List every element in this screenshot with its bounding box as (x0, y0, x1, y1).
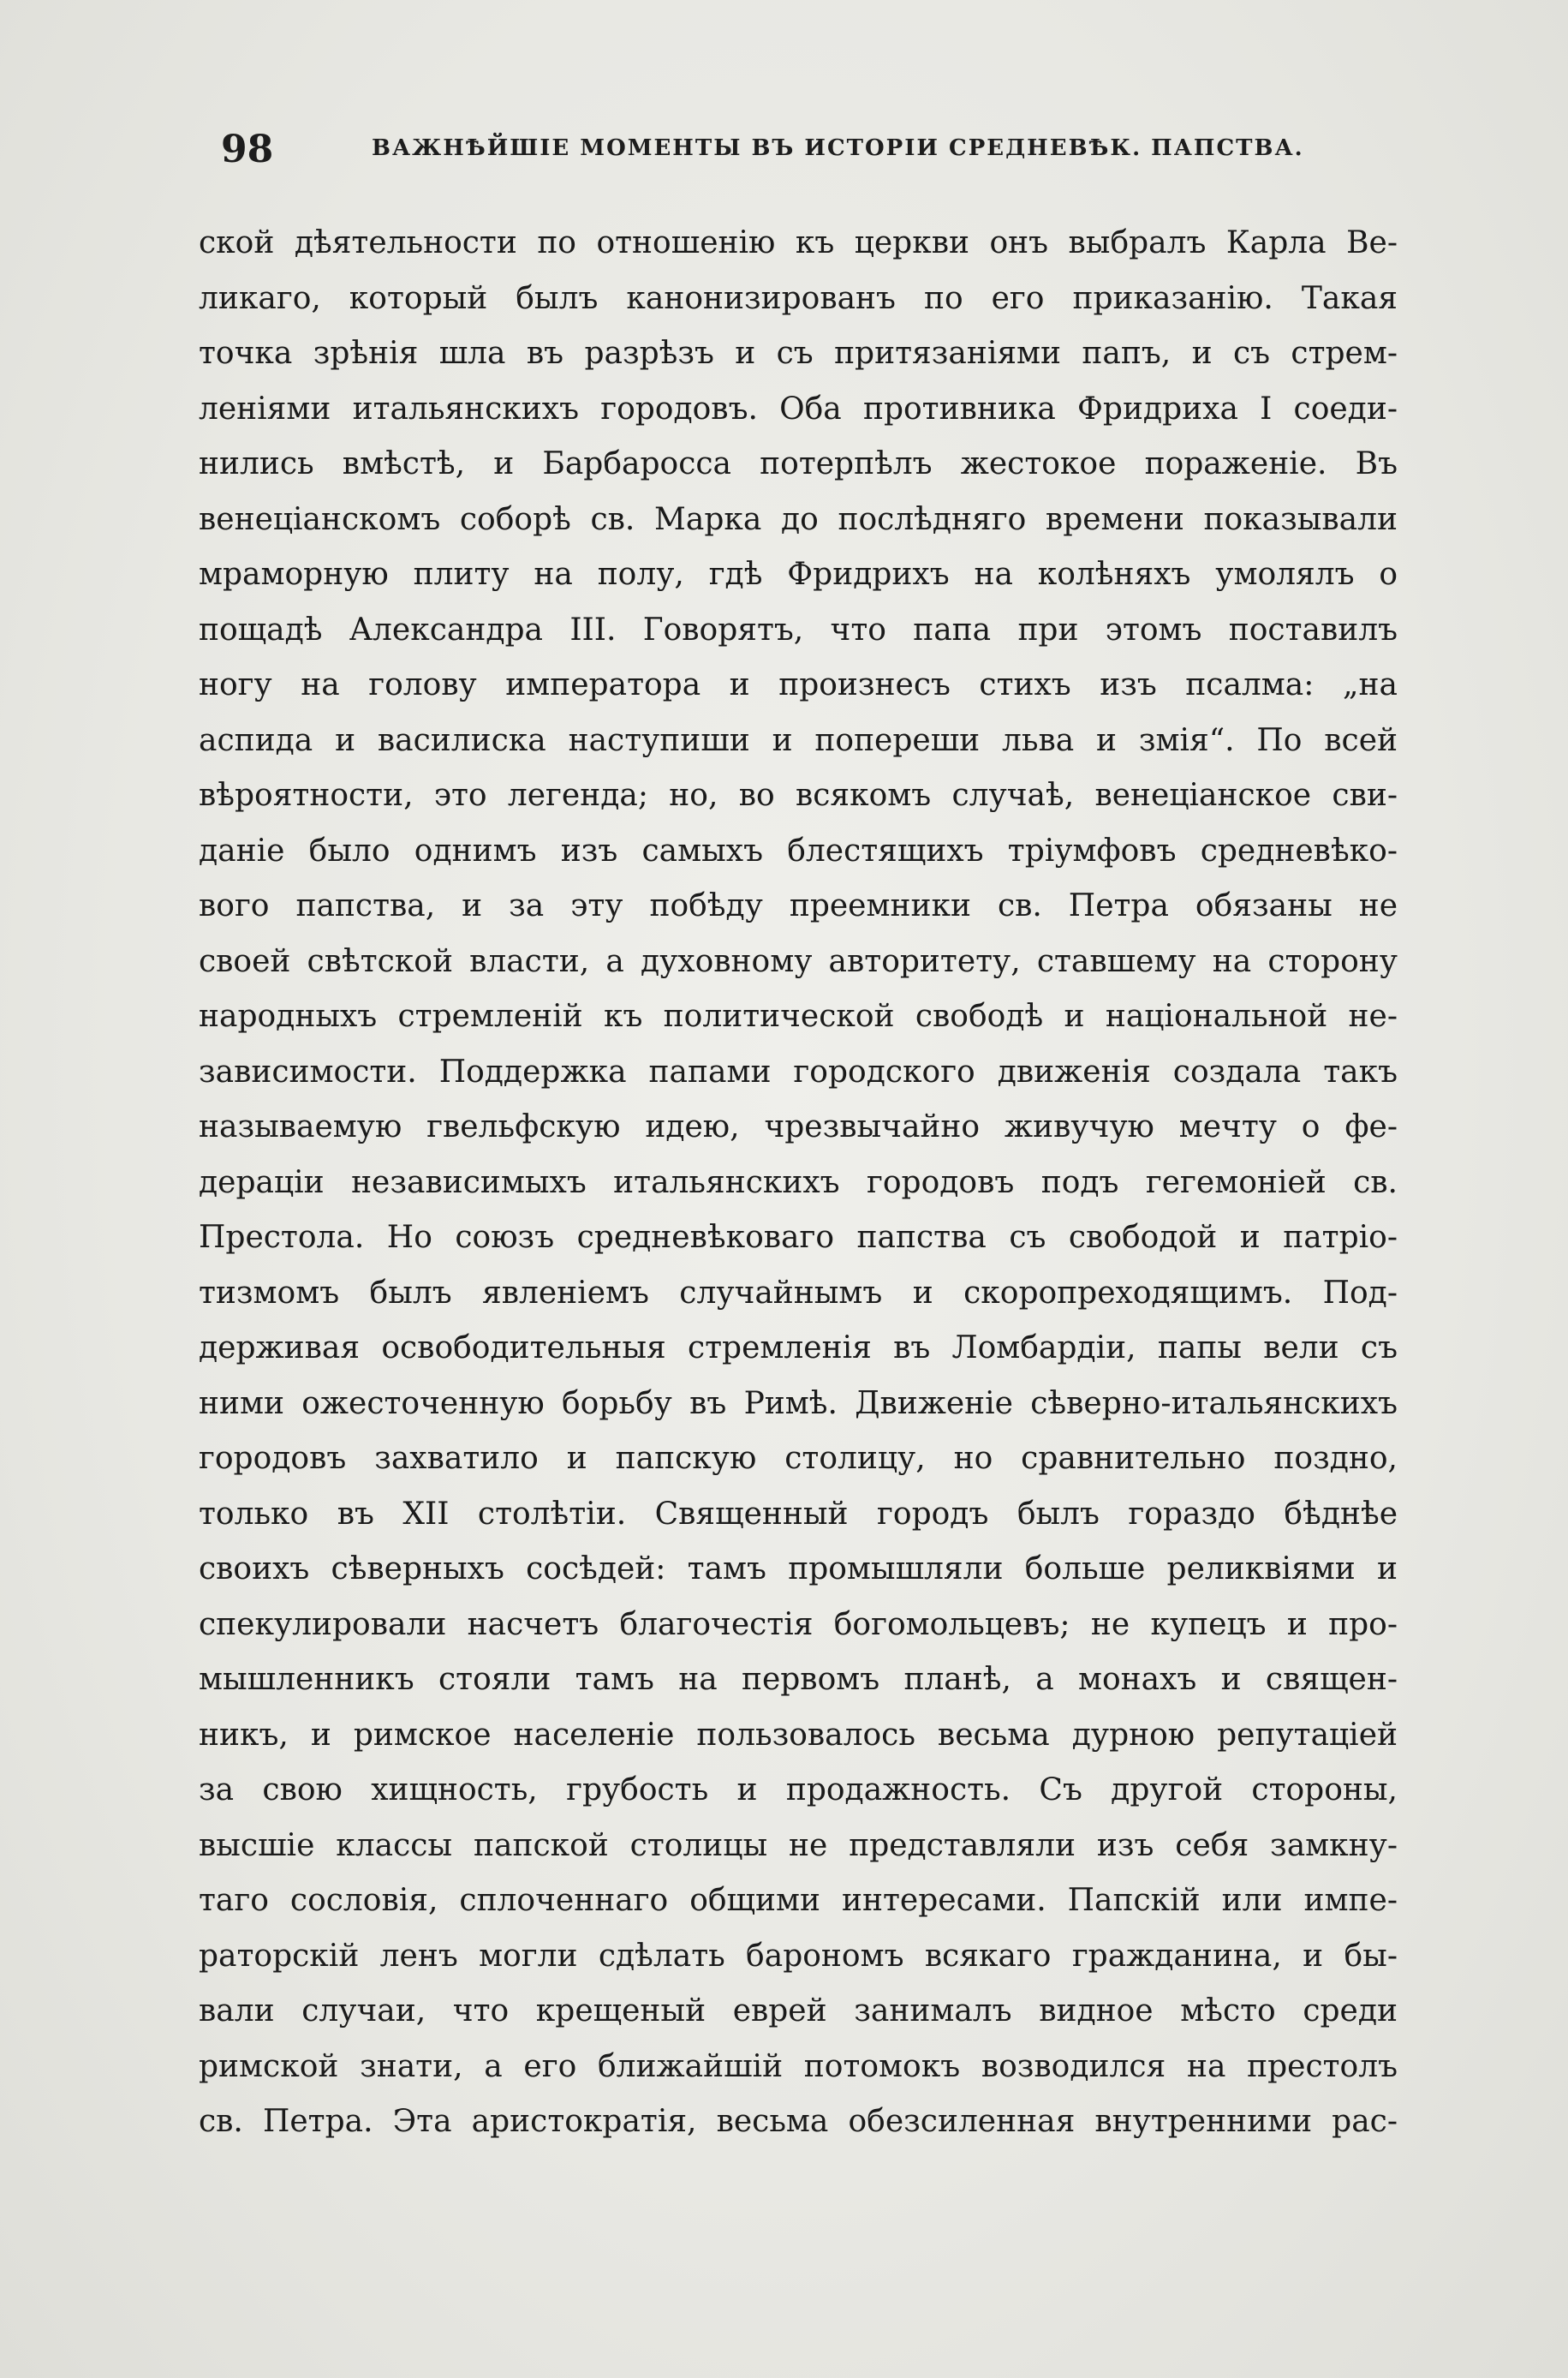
text-line: своихъ сѣверныхъ сосѣдей: тамъ промышляли больше реликвіями и (199, 1551, 1398, 1586)
text-line: вали случаи, что крещеный еврей занималъ видное мѣсто среди (199, 1993, 1398, 2028)
text-line: точка зрѣнія шла въ разрѣзъ и съ притязаніями папъ, и съ стрем- (199, 336, 1398, 371)
text-line: вого папства, и за эту побѣду преемники св. Петра обязаны не (199, 888, 1398, 923)
text-line: высшіе классы папской столицы не представляли изъ себя замкну- (199, 1827, 1398, 1863)
text-line: вѣроятности, это легенда; но, во всякомъ случаѣ, венеціанское сви- (199, 778, 1398, 813)
text-line: св. Петра. Эта аристократія, весьма обезсиленная внутренними рас- (199, 2104, 1398, 2139)
text-line: народныхъ стремленій къ политической свободѣ и національной не- (199, 999, 1398, 1034)
text-line: таго сословія, сплоченнаго общими интересами. Папскій или импе- (199, 1883, 1398, 1918)
text-line: ногу на голову императора и произнесъ стихъ изъ псалма: „на (199, 667, 1398, 702)
text-line: ликаго, который былъ канонизированъ по его приказанію. Такая (199, 280, 1398, 316)
text-line: раторскій ленъ могли сдѣлать барономъ всякаго гражданина, и бы- (199, 1938, 1398, 1974)
text-line: никъ, и римское населеніе пользовалось весьма дурною репутаціей (199, 1717, 1398, 1753)
text-line: мраморную плиту на полу, гдѣ Фридрихъ на колѣняхъ умолялъ о (199, 557, 1398, 592)
text-line: держивая освободительныя стремленія въ Ломбардіи, папы вели съ (199, 1330, 1398, 1365)
text-line: городовъ захватило и папскую столицу, но сравнительно поздно, (199, 1441, 1398, 1476)
text-line: зависимости. Поддержка папами городского движенія создала такъ (199, 1054, 1398, 1090)
page-header (195, 128, 1394, 180)
text-line: за свою хищность, грубость и продажность. Съ другой стороны, (199, 1772, 1398, 1807)
text-line: называемую гвельфскую идею, чрезвычайно живучую мечту о фе- (199, 1109, 1398, 1144)
text-line: римской знати, а его ближайшій потомокъ возводился на престолъ (199, 2048, 1398, 2084)
text-line: мышленникъ стояли тамъ на первомъ планѣ, а монахъ и священ- (199, 1662, 1398, 1697)
text-line: ними ожесточенную борьбу въ Римѣ. Движеніе сѣверно-итальянскихъ (199, 1385, 1398, 1421)
text-line: пощадѣ Александра III. Говорятъ, что папа при этомъ поставилъ (199, 612, 1398, 648)
text-line: венеціанскомъ соборѣ св. Марка до послѣдняго времени показывали (199, 501, 1398, 537)
text-line: дераціи независимыхъ итальянскихъ городовъ подъ гегемоніей св. (199, 1164, 1398, 1200)
text-line: нились вмѣстѣ, и Барбаросса потерпѣлъ жестокое пораженіе. Въ (199, 446, 1398, 481)
page-number: 98 (221, 128, 274, 171)
text-line: леніями итальянскихъ городовъ. Оба противника Фридриха I соеди- (199, 391, 1398, 427)
text-line: своей свѣтской власти, а духовному авторитету, ставшему на сторону (199, 943, 1398, 979)
text-line: тизмомъ былъ явленіемъ случайнымъ и скоропреходящимъ. Под- (199, 1275, 1398, 1311)
text-line: ской дѣятельности по отношенію къ церкви онъ выбралъ Карла Ве- (199, 225, 1398, 260)
text-line: даніе было однимъ изъ самыхъ блестящихъ тріумфовъ средневѣко- (199, 833, 1398, 869)
text-line: аспида и василиска наступиши и попереши льва и змія“. По всей (199, 722, 1398, 758)
running-title: ВАЖНѢЙШІЕ МОМЕНТЫ ВЪ ИСТОРІИ СРЕДНЕВѢК. ПАПСТВА. (372, 135, 1304, 161)
body-text (199, 216, 1398, 2150)
text-line: Престола. Но союзъ средневѣковаго папства съ свободой и патріо- (199, 1220, 1398, 1255)
text-line: спекулировали насчетъ благочестія богомольцевъ; не купецъ и про- (199, 1606, 1398, 1642)
text-line: только въ XII столѣтіи. Священный городъ былъ гораздо бѣднѣе (199, 1496, 1398, 1532)
